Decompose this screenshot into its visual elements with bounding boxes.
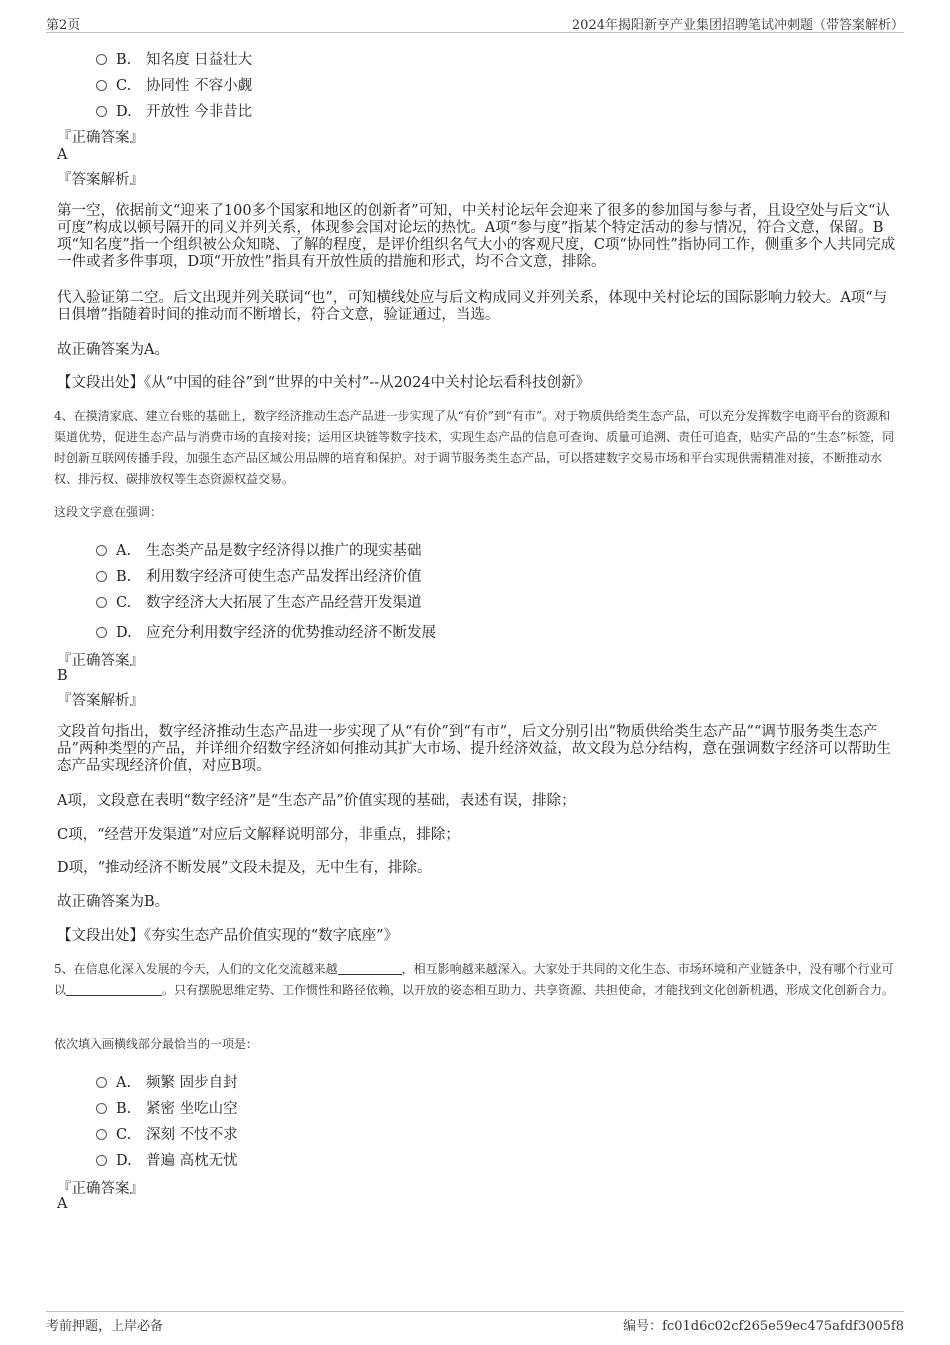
radio-icon[interactable] xyxy=(96,1077,107,1088)
radio-icon[interactable] xyxy=(96,597,107,608)
page-footer xyxy=(46,1311,904,1334)
analysis-conclusion: 故正确答案为A。 xyxy=(57,342,169,358)
q4-option-c[interactable]: C. 数字经济大大拓展了生态产品经营开发渠道 xyxy=(96,591,422,612)
radio-icon[interactable] xyxy=(96,545,107,556)
question-stem: 这段文字意在强调： xyxy=(54,505,163,519)
q4-option-d[interactable]: D. 应充分利用数字经济的优势推动经济不断发展 xyxy=(96,621,436,642)
page-header xyxy=(46,12,904,33)
analysis-paragraph: D项，“推动经济不断发展”文段未提及，无中生有，排除。 xyxy=(57,860,432,876)
q3-option-b[interactable]: B. 知名度 日益壮大 xyxy=(96,48,252,69)
radio-icon[interactable] xyxy=(96,1155,107,1166)
q5-option-c[interactable]: C. 深刻 不忮不求 xyxy=(96,1123,238,1144)
page-number: 第2页 xyxy=(46,18,81,33)
analysis-label: 『答案解析』 xyxy=(57,172,144,188)
answer-label: 『正确答案』 xyxy=(57,1181,144,1197)
answer-value: B xyxy=(57,668,68,684)
q5-option-d[interactable]: D. 普遍 高枕无忧 xyxy=(96,1149,238,1170)
document-id: 编号：fc01d6c02cf265e59ec475afdf3005f8 xyxy=(623,1319,904,1334)
radio-icon[interactable] xyxy=(96,1103,107,1114)
answer-label: 『正确答案』 xyxy=(57,130,144,146)
radio-icon[interactable] xyxy=(96,571,107,582)
source-citation: 【文段出处】《从“中国的硅谷”到“世界的中关村”--从2024中关村论坛看科技创新》 xyxy=(57,375,591,391)
radio-icon[interactable] xyxy=(96,627,107,638)
q3-option-d[interactable]: D. 开放性 今非昔比 xyxy=(96,100,252,121)
analysis-paragraph: 文段首句指出，数字经济推动生态产品进一步实现了从“有价”到“有市”，后文分别引出“物质供给类生态产品”“调节服务类生态产品”两种类型的产品，并详细介绍数字经济如何推动其扩大市场、提升经济效益，故文段为总分结构，意在强调数字经济可以帮助生态产品实现经济价值，对应B项。 xyxy=(57,724,891,774)
analysis-paragraph: 代入验证第二空。后文出现并列关联词“也”，可知横线处应与后文构成同义并列关系，体现中关村论坛的国际影响力较大。A项“与日俱增”指随着时间的推动而不断增长，符合文意，验证通过，当选。 xyxy=(57,290,888,323)
q3-option-c[interactable]: C. 协同性 不容小觑 xyxy=(96,74,252,95)
radio-icon[interactable] xyxy=(96,54,107,65)
answer-value: A xyxy=(57,1196,68,1212)
q4-option-b[interactable]: B. 利用数字经济可使生态产品发挥出经济价值 xyxy=(96,565,422,586)
q5-option-a[interactable]: A. 频繁 固步自封 xyxy=(96,1071,238,1092)
radio-icon[interactable] xyxy=(96,1129,107,1140)
q4-option-a[interactable]: A. 生态类产品是数字经济得以推广的现实基础 xyxy=(96,539,422,560)
document-title: 2024年揭阳新亨产业集团招聘笔试冲刺题（带答案解析） xyxy=(571,18,904,33)
fill-blank xyxy=(338,962,402,975)
question-stem: 依次填入画横线部分最恰当的一项是： xyxy=(54,1037,259,1051)
analysis-label: 『答案解析』 xyxy=(57,693,144,709)
radio-icon[interactable] xyxy=(96,80,107,91)
question-text: 5、在信息化深入发展的今天，人们的文化交流越来越 ，相互影响越来越深入。大家处于共同的文化生态、市场环境和产业链条中，没有哪个行业可以 。只有摆脱思维定势、工作惯性和路径依赖，以开放的姿态相互助力、共享资源、共担使命，才能找到文化创新机遇，形成文化创新合力。 xyxy=(54,962,895,997)
analysis-paragraph: A项，文段意在表明“数字经济”是“生态产品”价值实现的基础，表述有误，排除； xyxy=(57,793,576,809)
analysis-paragraph: C项，“经营开发渠道”对应后文解释说明部分，非重点，排除； xyxy=(57,827,460,843)
footer-slogan: 考前押题，上岸必备 xyxy=(46,1319,164,1334)
analysis-paragraph: 第一空，依据前文“迎来了100多个国家和地区的创新者”可知，中关村论坛年会迎来了很多的参加国与参与者，且设空处与后文“认可度”构成以顿号隔开的同义并列关系，体现参会国对论坛的热忱。A项“参与度”指某个特定活动的参与情况，符合文意，保留。B项“知名度”指一个组织被公众知晓、了解的程度，是评价组织名气大小的客观尺度，C项“协同性”指协同工作，侧重多个人共同完成一件或者多件事项，D项“开放性”指具有开放性质的措施和形式，均不合文意，排除。 xyxy=(57,203,896,270)
answer-value: A xyxy=(57,147,68,163)
fill-blank xyxy=(66,983,162,996)
source-citation: 【文段出处】《夯实生态产品价值实现的“数字底座”》 xyxy=(57,928,399,944)
question-text: 4、在摸清家底、建立台账的基础上，数字经济推动生态产品进一步实现了从“有价”到“有市”。对于物质供给类生态产品，可以充分发挥数字电商平台的资源和渠道优势，促进生态产品与消费市场的直接对接；运用区块链等数字技术，实现生态产品的信息可查询、质量可追溯、责任可追查，贴实产品的“生态”标签，同时创新互联网传播手段，加强生态产品区域公用品牌的培育和保护。对于调节服务类生态产品，可以搭建数字交易市场和平台实现供需精准对接，不断推动水权、排污权、碳排放权等生态资源权益交易。 xyxy=(54,409,895,486)
radio-icon[interactable] xyxy=(96,106,107,117)
q5-option-b[interactable]: B. 紧密 坐吃山空 xyxy=(96,1097,238,1118)
analysis-conclusion: 故正确答案为B。 xyxy=(57,894,170,910)
answer-label: 『正确答案』 xyxy=(57,653,144,669)
